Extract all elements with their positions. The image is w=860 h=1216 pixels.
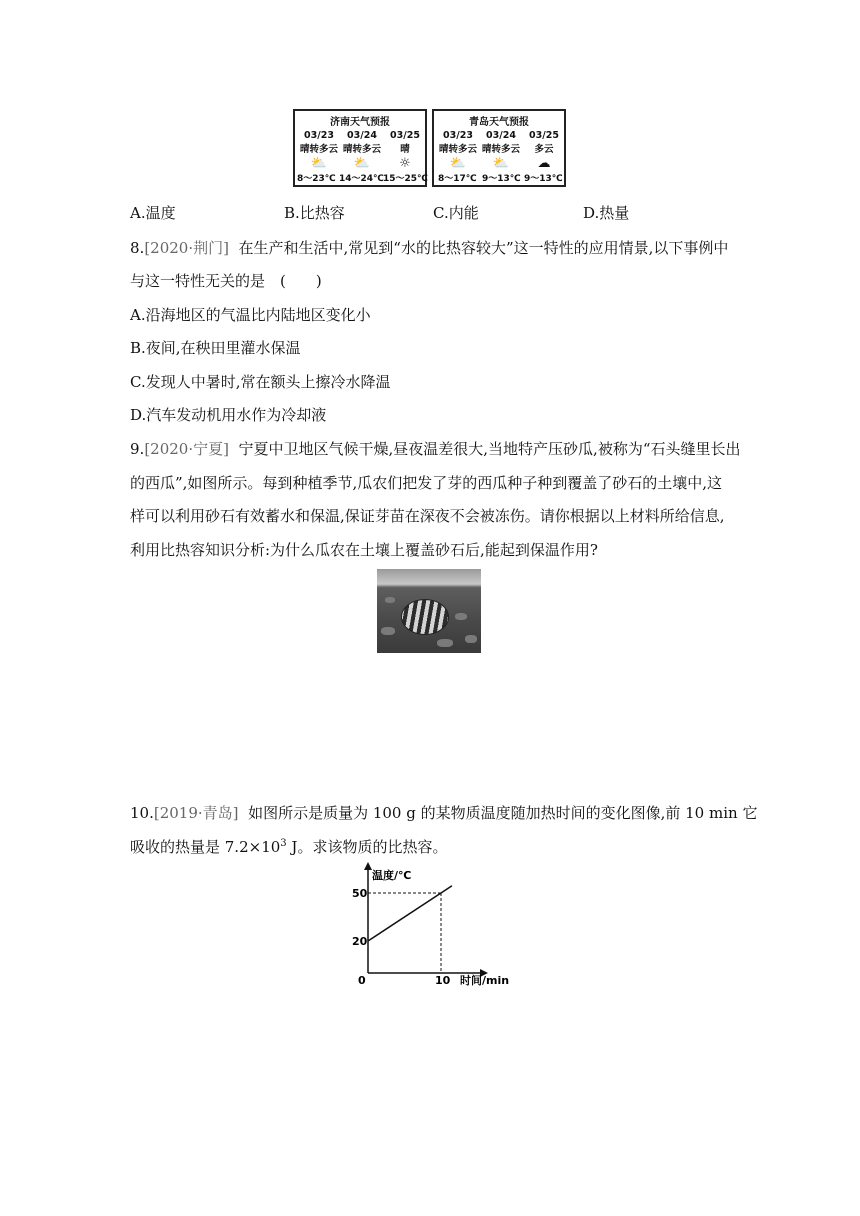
sun-cloud-icon: ⛅: [353, 156, 371, 171]
q8-option-c: C.发现人中暑时,常在额头上擦冷水降温: [130, 373, 391, 391]
q7-option-c: C.内能: [433, 204, 479, 222]
watermelon-photo: [377, 569, 481, 653]
y-axis-arrow: [364, 862, 372, 870]
q8-option-a: A.沿海地区的气温比内陆地区变化小: [130, 306, 371, 324]
question-text: 宁夏中卫地区气候干燥,昼夜温差很大,当地特产压砂瓜,被称为“石头缝里长出: [238, 440, 741, 458]
weather-desc: 多云: [534, 144, 554, 155]
y-tick-label: 50: [352, 887, 368, 900]
weather-desc: 晴转多云: [342, 144, 381, 155]
date: 03/24: [347, 130, 377, 141]
q7-option-d: D.热量: [583, 204, 630, 222]
q10-line2: [130, 836, 447, 857]
question-text: 吸收的热量是 7.2×10: [130, 838, 281, 856]
sun-cloud-icon: ⛅: [449, 156, 467, 171]
data-line: [368, 886, 452, 941]
cloud-icon: ☁: [537, 156, 551, 171]
question-source: [2020·宁夏]: [144, 440, 229, 458]
date: 03/23: [304, 130, 334, 141]
date: 03/25: [390, 130, 420, 141]
x-tick-label: 10: [435, 974, 451, 987]
q9-stem: [130, 438, 741, 459]
y-tick-label: 20: [352, 935, 368, 948]
q8-option-d: D.汽车发动机用水作为冷却液: [130, 406, 327, 424]
q8-stem: [130, 237, 728, 258]
temp-range: 8～17℃: [438, 174, 477, 184]
watermelon-image: [401, 599, 449, 635]
question-source: [2019·青岛]: [153, 804, 239, 822]
sun-icon: ☼: [399, 156, 411, 171]
date: 03/25: [529, 130, 559, 141]
q10-stem: [130, 802, 757, 823]
q9-line4: 利用比热容知识分析:为什么瓜农在土壤上覆盖砂石后,能起到保温作用?: [130, 541, 598, 559]
temp-range: 9～13℃: [482, 174, 521, 184]
weather-desc: 晴转多云: [299, 144, 338, 155]
jinan-day-3: [383, 129, 427, 171]
qingdao-weather-panel: [432, 109, 566, 187]
question-number: 9.: [130, 440, 145, 458]
sun-cloud-icon: ⛅: [310, 156, 328, 171]
jinan-day-1: [297, 129, 341, 171]
temp-range: 9～13℃: [524, 174, 563, 184]
weather-desc: 晴转多云: [481, 144, 520, 155]
qingdao-day-2: [479, 129, 523, 171]
sun-cloud-icon: ⛅: [492, 156, 510, 171]
q8-option-b: B.夜间,在秧田里灌水保温: [130, 339, 301, 357]
q9-line2: 的西瓜”,如图所示。每到种植季节,瓜农们把发了芽的西瓜种子种到覆盖了砂石的土壤中,这: [130, 474, 722, 492]
jinan-day-2: [340, 129, 384, 171]
qingdao-weather-title: 青岛天气预报: [469, 117, 529, 128]
date: 03/23: [443, 130, 473, 141]
q8-stem-line2: 与这一特性无关的是 ( ): [130, 272, 322, 290]
temp-range: 8～23℃: [297, 174, 336, 184]
q7-option-a: A.温度: [130, 204, 176, 222]
q7-option-b: B.比热容: [284, 204, 345, 222]
question-number: 10.: [130, 804, 154, 822]
question-text: J。求该物质的比热容。: [286, 838, 448, 856]
temp-range: 15～25℃: [383, 174, 428, 184]
question-text: 如图所示是质量为 100 g 的某物质温度随加热时间的变化图像,前 10 min 它: [248, 804, 758, 822]
temp-range: 14～24℃: [339, 174, 384, 184]
q9-line3: 样可以利用砂石有效蓄水和保温,保证芽苗在深夜不会被冻伤。请你根据以上材料所给信息,: [130, 507, 725, 525]
jinan-weather-panel: [293, 109, 427, 187]
date: 03/24: [486, 130, 516, 141]
temperature-time-chart: [340, 860, 530, 990]
origin-label: 0: [358, 974, 366, 987]
question-text: 在生产和生活中,常见到“水的比热容较大”这一特性的应用情景,以下事例中: [238, 239, 729, 257]
exponent: 3: [280, 838, 287, 849]
qingdao-day-3: [522, 129, 566, 171]
y-axis-label: 温度/℃: [372, 869, 412, 882]
qingdao-day-1: [436, 129, 480, 171]
question-number: 8.: [130, 239, 145, 257]
weather-desc: 晴: [400, 144, 410, 155]
x-axis-label: 时间/min: [460, 974, 510, 987]
jinan-weather-title: 济南天气预报: [330, 117, 390, 128]
weather-desc: 晴转多云: [438, 144, 477, 155]
question-source: [2020·荆门]: [144, 239, 229, 257]
